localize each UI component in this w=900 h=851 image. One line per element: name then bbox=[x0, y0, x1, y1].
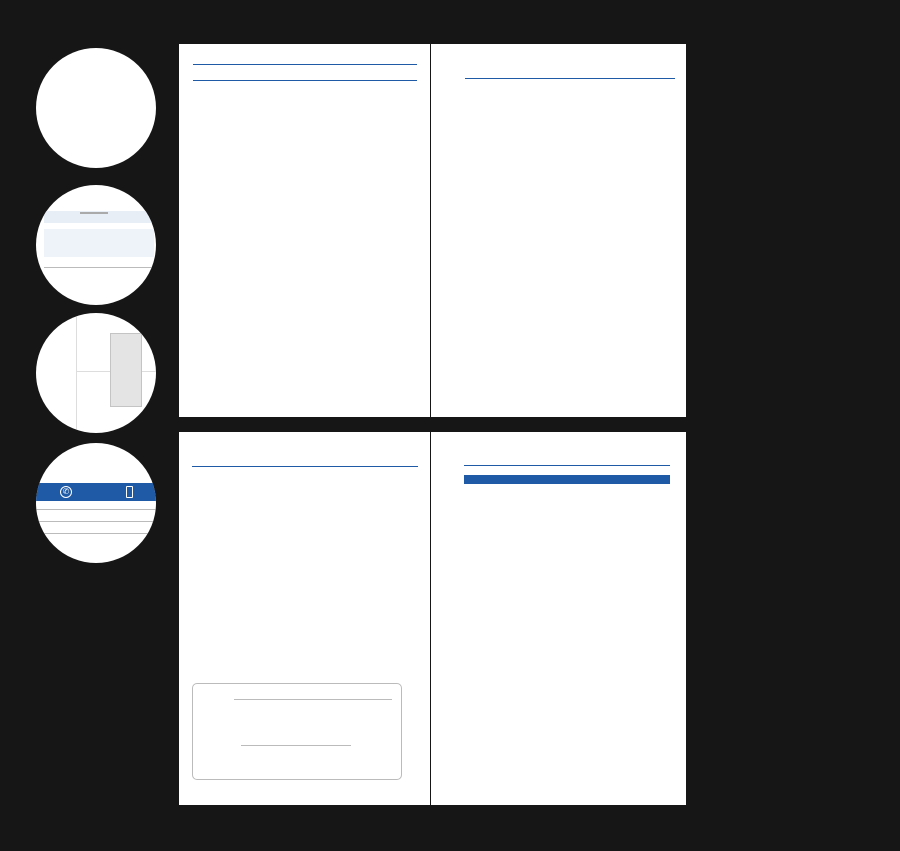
weekday-fri bbox=[80, 212, 108, 214]
zoom-circle-area-codes bbox=[36, 48, 156, 168]
zoom-circle-week-tab bbox=[36, 313, 156, 433]
work-plan-box bbox=[192, 683, 402, 780]
mobile-icon bbox=[126, 486, 133, 498]
phone-icon: ✆ bbox=[60, 486, 72, 498]
area-code-page bbox=[179, 44, 430, 417]
yearly-calendar-page bbox=[431, 44, 686, 417]
zoom-circle-fax bbox=[36, 443, 156, 563]
zoom-circle-weekdays bbox=[36, 185, 156, 305]
monthly-calendar-page bbox=[179, 432, 430, 805]
contacts-page bbox=[431, 432, 686, 805]
zoomed-area-code-list bbox=[58, 56, 156, 81]
area-code-columns bbox=[193, 84, 417, 409]
